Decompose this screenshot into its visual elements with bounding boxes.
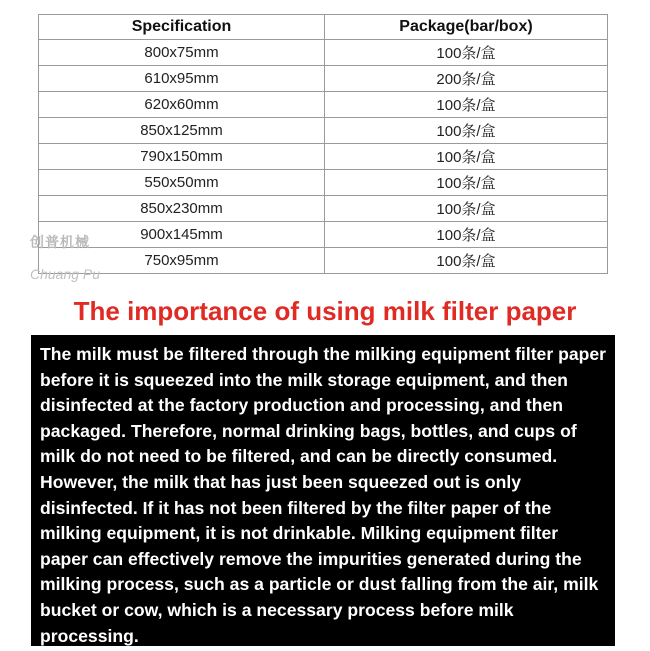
- description-box: [31, 335, 615, 646]
- header-specification: Specification: [39, 15, 325, 40]
- package-cell: 100条/盒: [325, 118, 608, 144]
- spec-cell: 900x145mm: [39, 222, 325, 248]
- section-title: The importance of using milk filter paper: [73, 296, 577, 326]
- table-row: [39, 222, 608, 248]
- package-cell: 100条/盒: [325, 40, 608, 66]
- table-header-row: [39, 15, 608, 40]
- table-row: [39, 196, 608, 222]
- spec-cell: 620x60mm: [39, 92, 325, 118]
- package-cell: 100条/盒: [325, 144, 608, 170]
- header-package: Package(bar/box): [325, 15, 608, 40]
- spec-cell: 610x95mm: [39, 66, 325, 92]
- specification-table: [38, 14, 608, 274]
- spec-cell: 550x50mm: [39, 170, 325, 196]
- table-row: [39, 92, 608, 118]
- package-cell: 100条/盒: [325, 170, 608, 196]
- package-cell: 200条/盒: [325, 66, 608, 92]
- table-row: [39, 66, 608, 92]
- spec-cell: 750x95mm: [39, 248, 325, 274]
- package-cell: 100条/盒: [325, 92, 608, 118]
- brand-watermark: [30, 236, 100, 283]
- spec-cell: 850x125mm: [39, 118, 325, 144]
- table-row: [39, 118, 608, 144]
- table-row: [39, 144, 608, 170]
- package-cell: 100条/盒: [325, 222, 608, 248]
- table-row: [39, 248, 608, 274]
- description-text: The milk must be filtered through the milking equipment filter paper before it is squeezed into the milk storage equipment, and then disinfected at the factory production and processing, and then packaged. Therefore, normal drinking bags, bottles, and cups of milk do not need to be filtered, and can be directly consumed. However, the milk that has just been squeezed out is only disinfected. If it has not been filtered by the filter paper of the milking equipment, it is not drinkable. Milking equipment filter paper can effectively remove the impurities generated during the milking process, such as a particle or dust falling from the air, milk bucket or cow, which is a necessary process before milk processing.: [40, 344, 606, 646]
- table-row: [39, 170, 608, 196]
- watermark-english: Chuang Pu: [30, 266, 101, 283]
- spec-cell: 790x150mm: [39, 144, 325, 170]
- package-cell: 100条/盒: [325, 196, 608, 222]
- watermark-chinese: 创普机械: [30, 236, 90, 251]
- package-cell: 100条/盒: [325, 248, 608, 274]
- spec-cell: 850x230mm: [39, 196, 325, 222]
- spec-cell: 800x75mm: [39, 40, 325, 66]
- table-row: [39, 40, 608, 66]
